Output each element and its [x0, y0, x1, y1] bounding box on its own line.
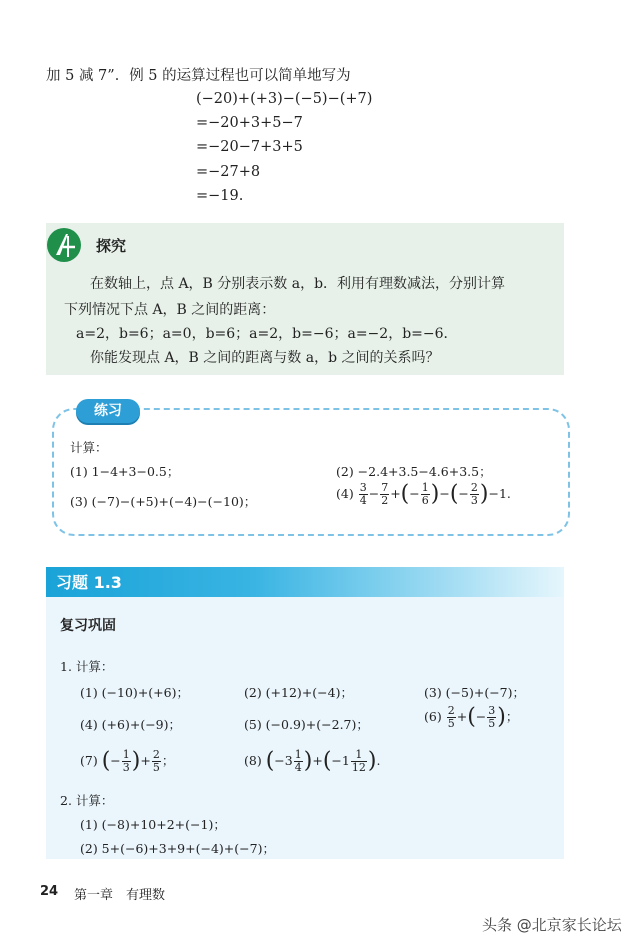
explore-line-3: a=2，b=6；a=0，b=6；a=2，b=−6；a=−2，b=−6．	[76, 326, 458, 342]
calc-line-2: =−20+3+5−7	[196, 115, 303, 131]
explore-line-2: 下列情况下点 A，B 之间的距离：	[64, 302, 276, 318]
fraction: $\frac{2}{3}$	[470, 481, 478, 507]
q2-item-2: (2) 5+(−6)+3+9+(−4)+(−7)；	[80, 841, 275, 856]
explore-icon	[46, 227, 82, 263]
fraction: $\frac{7}{2}$	[381, 481, 389, 507]
fraction: $\frac{3}{5}$	[488, 704, 496, 730]
question-1-label: 1. 计算：	[60, 659, 114, 674]
question-2-label: 2. 计算：	[60, 793, 114, 808]
section-title: 复习巩固	[60, 618, 116, 634]
practice-item-4: (4) $\frac{3}{4}$ − $\frac{7}{2}$ +(− $\frac{1}{6}$ )−(− $\frac{2}{3}$ )−1.	[336, 481, 511, 507]
watermark: 头条 @北京家长论坛	[482, 916, 622, 934]
q1-item-8: (8) (−3 $\frac{1}{4}$ )+(−1 $\frac{1}{12}$ ).	[244, 748, 381, 774]
fraction: $\frac{1}{6}$	[421, 481, 429, 507]
practice-item-1: (1) 1−4+3−0.5；	[70, 464, 180, 479]
fraction: $\frac{1}{12}$	[351, 748, 366, 774]
q1-item-3: (3) (−5)+(−7)；	[424, 685, 526, 700]
q1-item-4: (4) (+6)+(−9)；	[80, 717, 182, 732]
calc-line-4: =−27+8	[196, 164, 261, 180]
explore-box	[46, 223, 564, 375]
q1-item-1: (1) (−10)+(+6)；	[80, 685, 189, 700]
practice-item-2: (2) −2.4+3.5−4.6+3.5；	[336, 464, 492, 479]
page-number: 24	[40, 884, 59, 899]
q1-item-5: (5) (−0.9)+(−2.7)；	[244, 717, 369, 732]
exercise-header	[46, 567, 564, 597]
calc-line-3: =−20−7+3+5	[196, 139, 303, 155]
q1-item-2: (2) (+12)+(−4)；	[244, 685, 353, 700]
intro-text: 加 5 减 7”．例 5 的运算过程也可以简单地写为	[46, 68, 351, 84]
exercise-body	[46, 597, 564, 859]
explore-title: 探究	[96, 237, 127, 255]
explore-line-1: 在数轴上，点 A，B 分别表示数 a，b．利用有理数减法，分别计算	[90, 276, 506, 292]
chapter-title: 第一章 有理数	[74, 888, 166, 903]
q2-item-1: (1) (−8)+10+2+(−1)；	[80, 817, 226, 832]
practice-label: 计算：	[70, 440, 108, 455]
fraction: $\frac{1}{4}$	[294, 748, 302, 774]
fraction: $\frac{1}{3}$	[122, 748, 130, 774]
q1-item-7: (7) (− $\frac{1}{3}$ )+ $\frac{2}{5}$ ；	[80, 748, 175, 774]
calc-line-5: =−19.	[196, 188, 244, 204]
q1-item-6: (6) $\frac{2}{5}$ +(− $\frac{3}{5}$ )；	[424, 704, 519, 730]
practice-tab: 练习	[76, 399, 140, 423]
explore-line-4: 你能发现点 A，B 之间的距离与数 a，b 之间的关系吗？	[90, 350, 440, 366]
fraction: $\frac{3}{4}$	[359, 481, 367, 507]
practice-item-3: (3) (−7)−(+5)+(−4)−(−10)；	[70, 494, 257, 509]
exercise-title: 习题 1.3	[56, 573, 122, 592]
fraction: $\frac{2}{5}$	[152, 748, 160, 774]
calc-line-1: (−20)+(+3)−(−5)−(+7)	[196, 91, 373, 107]
fraction: $\frac{2}{5}$	[447, 704, 455, 730]
